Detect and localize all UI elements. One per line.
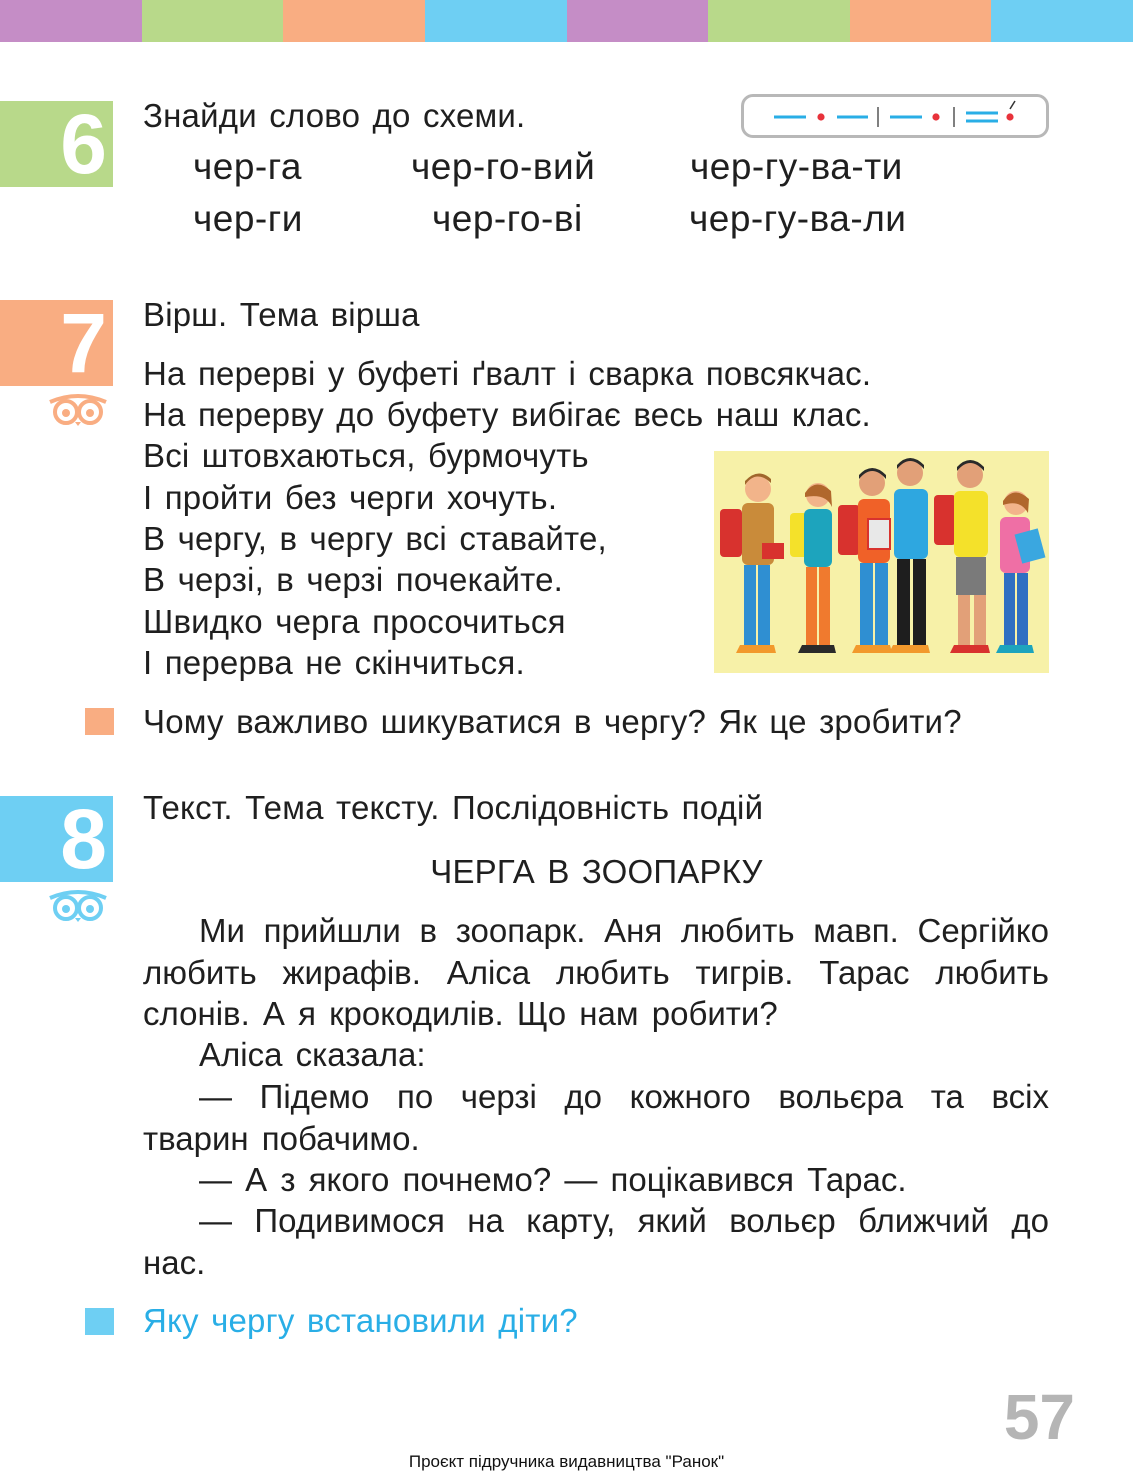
exercise-number: 7 [60, 296, 107, 390]
exercise-8-heading: Текст. Тема тексту. Послідовність подій [143, 789, 764, 826]
poem-line: Швидко черга просочиться [143, 603, 566, 640]
question-bullet [85, 1308, 114, 1335]
poem-line: І перерва не скінчиться. [143, 644, 525, 681]
exercise-8-question: Яку чергу встановили діти? [143, 1302, 578, 1339]
children-queue-illustration [714, 451, 1049, 673]
exercise-7-heading: Вірш. Тема вірша [143, 296, 420, 333]
word-option: чер-гу-ва-ти [690, 146, 903, 187]
owl-eyes-icon [46, 888, 110, 922]
stripe [708, 0, 850, 42]
poem-line: І пройти без черги хочуть. [143, 479, 558, 516]
stripe [850, 0, 992, 42]
syllable-scheme-icon [744, 97, 1046, 135]
stripe [991, 0, 1133, 42]
story-paragraph: — А з якого почнемо? — поцікавився Тарас. [199, 1161, 907, 1198]
stripe [142, 0, 284, 42]
stripe [0, 0, 142, 42]
exercise-7-number-tab [0, 296, 113, 390]
stripe [567, 0, 709, 42]
stripe [425, 0, 567, 42]
exercise-6-number-tab [0, 97, 113, 191]
poem-line: В черзі, в черзі почекайте. [143, 561, 564, 598]
exercise-number: 8 [60, 792, 107, 886]
word-option: чер-гу-ва-ли [689, 198, 907, 239]
poem-line: На перерві у буфеті ґвалт і сварка повсякчас. [143, 355, 872, 392]
poem-line: В чергу, в чергу всі ставайте, [143, 520, 607, 557]
footer-note: Проєкт підручника видавництва "Ранок" [408, 1452, 725, 1471]
exercise-7-question: Чому важливо шикуватися в чергу? Як це зробити? [143, 703, 962, 740]
owl-eyes-icon [46, 392, 110, 426]
story-paragraph: Аліса сказала: [199, 1036, 426, 1073]
word-option: чер-га [193, 146, 303, 187]
story-title: ЧЕРГА В ЗООПАРКУ [430, 853, 763, 890]
word-option: чер-ги [193, 198, 303, 239]
story-paragraph: — Подивимося на карту, який вольєр ближчий до нас. [143, 1202, 1049, 1281]
top-color-stripes [0, 0, 1133, 42]
question-bullet [85, 708, 114, 735]
page-number: 57 [1003, 1381, 1075, 1453]
poem-line: Всі штовхаються, бурмочуть [143, 437, 589, 474]
queue-illustration-icon [714, 451, 1049, 673]
poem-line: На перерву до буфету вибігає весь наш клас. [143, 396, 871, 433]
word-option: чер-го-вий [411, 146, 596, 187]
stripe [283, 0, 425, 42]
exercise-number: 6 [60, 97, 107, 191]
word-option: чер-го-ві [432, 198, 583, 239]
exercise-6-task: Знайди слово до схеми. [143, 97, 526, 134]
word-scheme [741, 94, 1049, 138]
story-paragraph: Ми прийшли в зоопарк. Аня любить мавп. Сергійко любить жирафів. Аліса любить тигрів. Тарас любить слонів. А я крокодилів. Що нам робити? [143, 912, 1049, 1032]
story-paragraph: — Підемо по черзі до кожного вольєра та всіх тварин побачимо. [143, 1078, 1049, 1157]
